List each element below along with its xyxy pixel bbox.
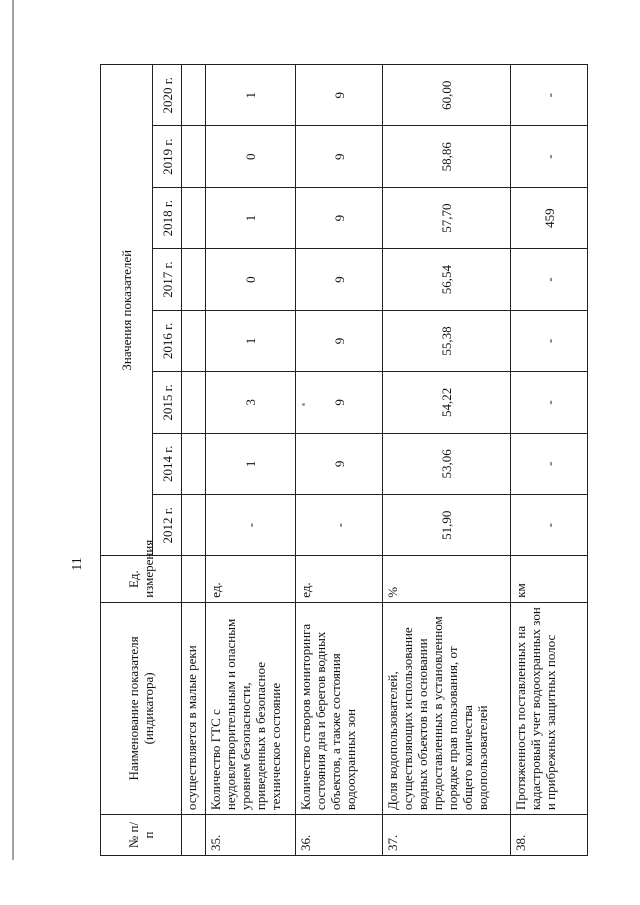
row-value: - <box>511 126 588 187</box>
row-value: - <box>511 372 588 433</box>
row-value <box>182 187 206 248</box>
row-value: 51,90 <box>383 495 511 556</box>
row-num: 35. <box>206 815 296 856</box>
row-value: 1 <box>206 187 296 248</box>
row-value <box>182 495 206 556</box>
row-unit: % <box>383 556 511 602</box>
header-unit: Ед. измерения <box>101 556 182 602</box>
row-name: Количество створов мониторинга состояния дна и берегов водных объектов, а также состояния водоохранных зон <box>296 602 383 814</box>
row-value: 0 <box>206 126 296 187</box>
row-value <box>182 372 206 433</box>
table-row <box>296 65 383 856</box>
row-value: - <box>511 310 588 371</box>
table-row <box>182 65 206 856</box>
row-value <box>182 310 206 371</box>
row-num: 36. <box>296 815 383 856</box>
row-value: 9 <box>296 372 383 433</box>
table-row <box>383 65 511 856</box>
row-unit: ед. <box>206 556 296 602</box>
row-name: Протяженность поставленных на кадастровый учет водоохранных зон и прибрежных защитных полос <box>511 602 588 814</box>
row-value: 9 <box>296 249 383 310</box>
row-value: 55,38 <box>383 310 511 371</box>
row-value: 56,54 <box>383 249 511 310</box>
row-value: 54,22 <box>383 372 511 433</box>
header-year: 2016 г. <box>153 310 182 371</box>
header-year: 2017 г. <box>153 249 182 310</box>
table-row <box>511 65 588 856</box>
row-value: 459 <box>511 187 588 248</box>
header-values-group: Значения показателей <box>101 65 153 556</box>
row-unit: км <box>511 556 588 602</box>
row-value: 9 <box>296 126 383 187</box>
row-value: 1 <box>206 310 296 371</box>
header-name: Наименование показателя (индикатора) <box>101 602 182 814</box>
row-unit <box>182 556 206 602</box>
row-value: 53,06 <box>383 433 511 494</box>
header-year: 2019 г. <box>153 126 182 187</box>
row-value: 60,00 <box>383 65 511 127</box>
row-value: 1 <box>206 433 296 494</box>
row-num: 38. <box>511 815 588 856</box>
row-value: - <box>511 249 588 310</box>
row-value: 9 <box>296 65 383 127</box>
row-value: 1 <box>206 65 296 127</box>
header-year: 2012 г. <box>153 495 182 556</box>
row-name: Доля водопользователей, осуществляющих использование водных объектов на основании предоставленных в установленном порядке прав пользования, от общего количества водопользователей <box>383 602 511 814</box>
header-year: 2015 г. <box>153 372 182 433</box>
row-value: - <box>296 495 383 556</box>
rotated-table-container <box>100 64 556 856</box>
binding-edge-line <box>12 0 14 860</box>
row-value: - <box>206 495 296 556</box>
row-value <box>182 126 206 187</box>
row-value <box>182 433 206 494</box>
table-row <box>206 65 296 856</box>
row-value <box>182 249 206 310</box>
row-value: 9 <box>296 187 383 248</box>
page-number: 11 <box>70 557 85 571</box>
header-num: № п/п <box>101 815 182 856</box>
row-value: 0 <box>206 249 296 310</box>
row-value: 57,70 <box>383 187 511 248</box>
row-num <box>182 815 206 856</box>
row-value: 9 <box>296 310 383 371</box>
row-name: Количество ГТС с неудовлетворительным и опасным уровнем безопасности, приведенных в безопасное техническое состояние <box>206 602 296 814</box>
header-year: 2014 г. <box>153 433 182 494</box>
row-value: - <box>511 65 588 127</box>
row-value: 9 <box>296 433 383 494</box>
row-value: 58,86 <box>383 126 511 187</box>
row-value: - <box>511 495 588 556</box>
indicators-table <box>100 64 588 856</box>
row-num: 37. <box>383 815 511 856</box>
row-value: 3 <box>206 372 296 433</box>
row-unit: ед. <box>296 556 383 602</box>
header-year: 2020 г. <box>153 65 182 127</box>
row-value <box>182 65 206 127</box>
row-value: - <box>511 433 588 494</box>
row-name: осуществляется в малые реки <box>182 602 206 814</box>
header-year: 2018 г. <box>153 187 182 248</box>
